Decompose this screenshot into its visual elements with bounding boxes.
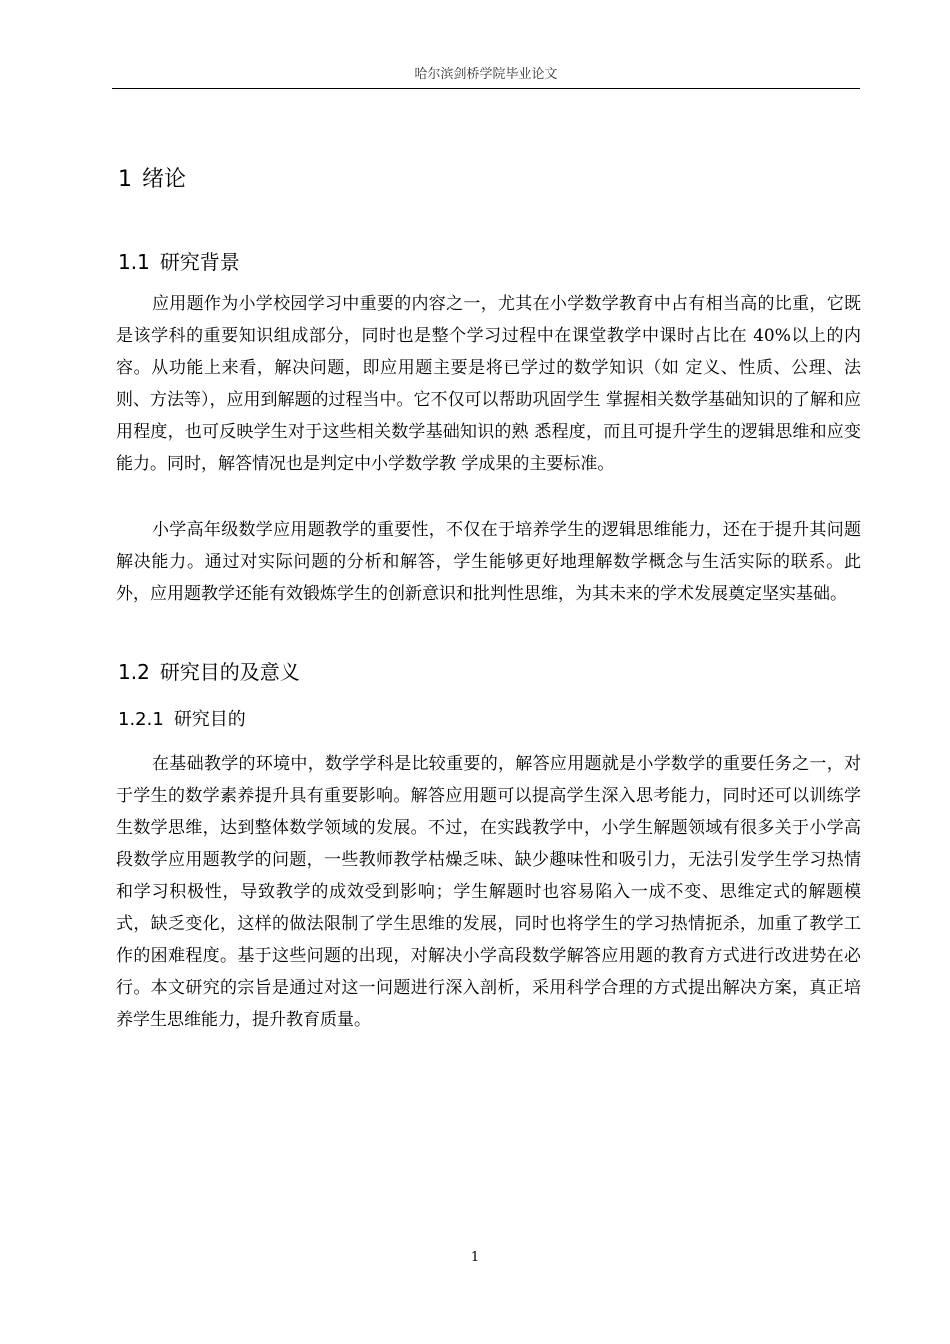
subsection-number: 1.2.1: [118, 709, 164, 730]
section-title: 研究背景: [159, 250, 240, 274]
section-number: 1.2: [118, 660, 150, 684]
chapter-heading: [118, 165, 186, 195]
chapter-title: 绪论: [142, 167, 187, 192]
section-title: 研究目的及意义: [159, 660, 300, 684]
chapter-number: 1: [118, 167, 132, 192]
section-number: 1.1: [118, 250, 150, 274]
page-header: 哈尔滨剑桥学院毕业论文: [414, 67, 558, 82]
header-rule: [112, 88, 860, 89]
subsection-heading-1-2-1: [118, 707, 246, 733]
body-paragraph: 在基础教学的环境中，数学学科是比较重要的，解答应用题就是小学数学的重要任务之一，对于学生的数学素养提升具有重要影响。解答应用题可以提高学生深入思考能力，同时还可以训练学生数学思维，达到整体数学领域的发展。不过，在实践教学中，小学生解题领域有很多关于小学高段数学应用题教学的问题，一些教师教学枯燥乏味、缺少趣味性和吸引力，无法引发学生学习热情和学习积极性，导致教学的成效受到影响；学生解题时也容易陷入一成不变、思维定式的解题模式，缺乏变化，这样的做法限制了学生思维的发展，同时也将学生的学习热情扼杀，加重了教学工作的困难程度。基于这些问题的出现，对解决小学高段数学解答应用题的教育方式进行改进势在必行。本文研究的宗旨是通过对这一问题进行深入剖析，采用科学合理的方式提出解决方案，真正培养学生思维能力，提升教育质量。: [116, 754, 861, 1030]
section-heading-1-2: [118, 658, 300, 686]
page-number: 1: [470, 1250, 480, 1265]
body-paragraph: 应用题作为小学校园学习中重要的内容之一，尤其在小学数学教育中占有相当高的比重，它既是该学科的重要知识组成部分，同时也是整个学习过程中在课堂教学中课时占比在 40%以上的内容。从功能上来看，解决问题，即应用题主要是将已学过的数学知识（如 定义、性质、公理、法则、方法等），应用到解题的过程当中。它不仅可以帮助巩固学生 掌握相关数学基础知识的了解和应用程度，也可反映学生对于这些相关数学基础知识的熟 悉程度，而且可提升学生的逻辑思维和应变能力。同时，解答情况也是判定中小学数学教 学成果的主要标准。: [116, 294, 861, 474]
section-heading-1-1: [118, 248, 240, 276]
body-paragraph: 小学高年级数学应用题教学的重要性，不仅在于培养学生的逻辑思维能力，还在于提升其问题解决能力。通过对实际问题的分析和解答，学生能够更好地理解数学概念与生活实际的联系。此外，应用题教学还能有效锻炼学生的创新意识和批判性思维，为其未来的学术发展奠定坚实基础。: [116, 520, 861, 604]
subsection-title: 研究目的: [173, 709, 246, 730]
